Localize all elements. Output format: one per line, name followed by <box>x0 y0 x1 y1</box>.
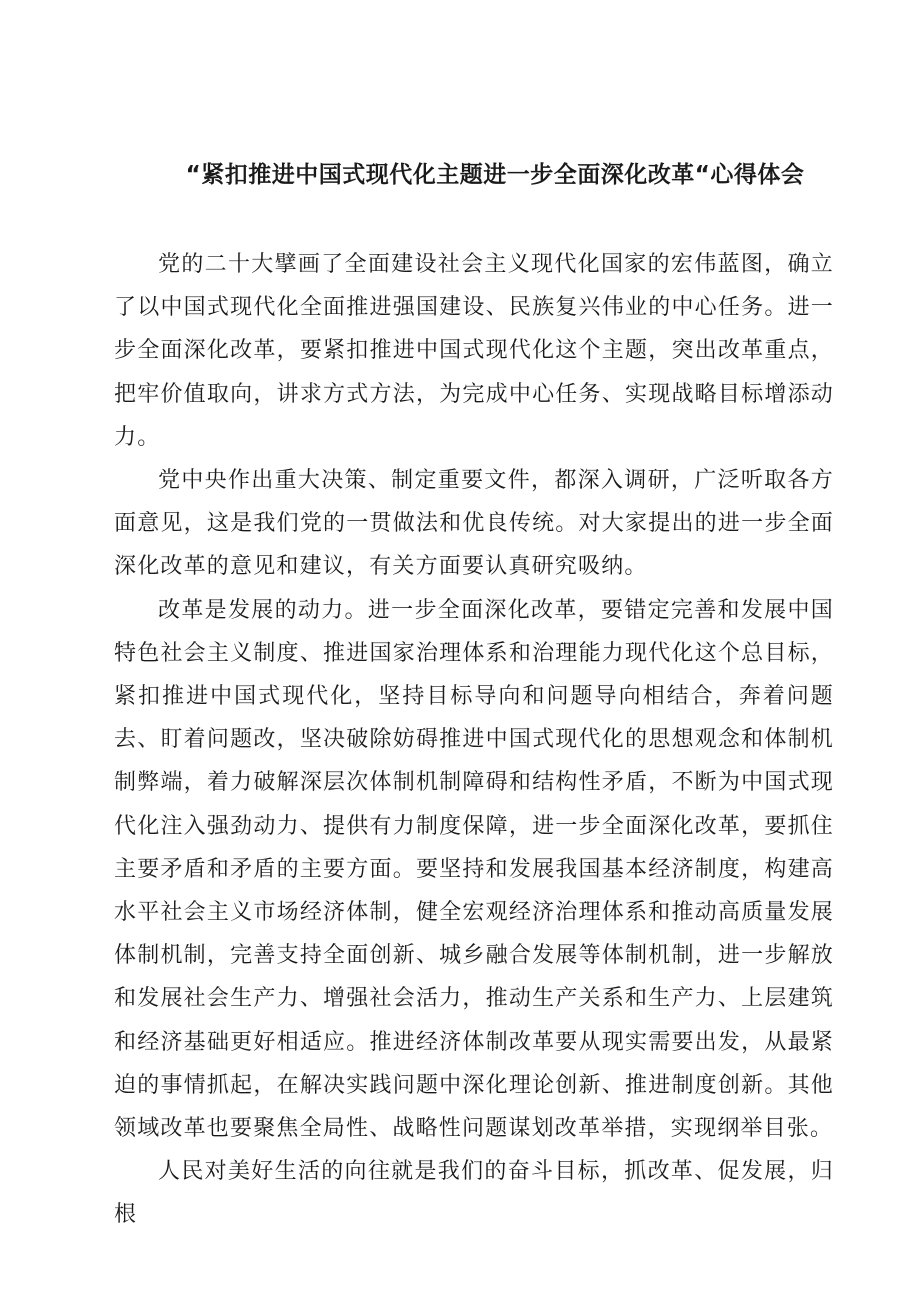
paragraph-3: 改革是发展的动力。进一步全面深化改革，要错定完善和发展中国特色社会主义制度、推进国家治理体系和治理能力现代化这个总目标，紧扣推进中国式现代化，坚持目标导向和问题导向相结合，奔着问题去、盯着问题改，坚决破除妨碍推进中国式现代化的思想观念和体制机制弊端，着力破解深层次体制机制障碍和结构性矛盾，不断为中国式现代化注入强劲动力、提供有力制度保障，进一步全面深化改革，要抓住主要矛盾和矛盾的主要方面。要坚持和发展我国基本经济制度，构建高水平社会主义市场经济体制，健全宏观经济治理体系和推动高质量发展体制机制，完善支持全面创新、城乡融合发展等体制机制，进一步解放和发展社会生产力、增强社会活力，推动生产关系和生产力、上层建筑和经济基础更好相适应。推进经济体制改革要从现实需要出发，从最紧迫的事情抓起，在解决实践问题中深化理论创新、推进制度创新。其他领域改革也要聚焦全局性、战略性问题谋划改革举措，实现纲举目张。 <box>114 597 834 1142</box>
paragraph-1: 党的二十大擘画了全面建设社会主义现代化国家的宏伟蓝图，确立了以中国式现代化全面推进强国建设、民族复兴伟业的中心任务。进一步全面深化改革，要紧扣推进中国式现代化这个主题，突出改革重点，把牢价值取向，讲求方式方法，为完成中心任务、实现战略目标增添动力。 <box>114 252 834 450</box>
paragraph-2: 党中央作出重大决策、制定重要文件，都深入调研，广泛听取各方面意见，这是我们党的一贯做法和优良传统。对大家提出的进一步全面深化改革的意见和建议，有关方面要认真研究吸纳。 <box>114 468 834 580</box>
document-body <box>114 243 834 1237</box>
paragraph-4: 人民对美好生活的向往就是我们的奋斗目标，抓改革、促发展，归根 <box>114 1159 834 1228</box>
document-title: “紧扣推进中国式现代化主题进一步全面深化改革“心得体会 <box>185 162 805 188</box>
